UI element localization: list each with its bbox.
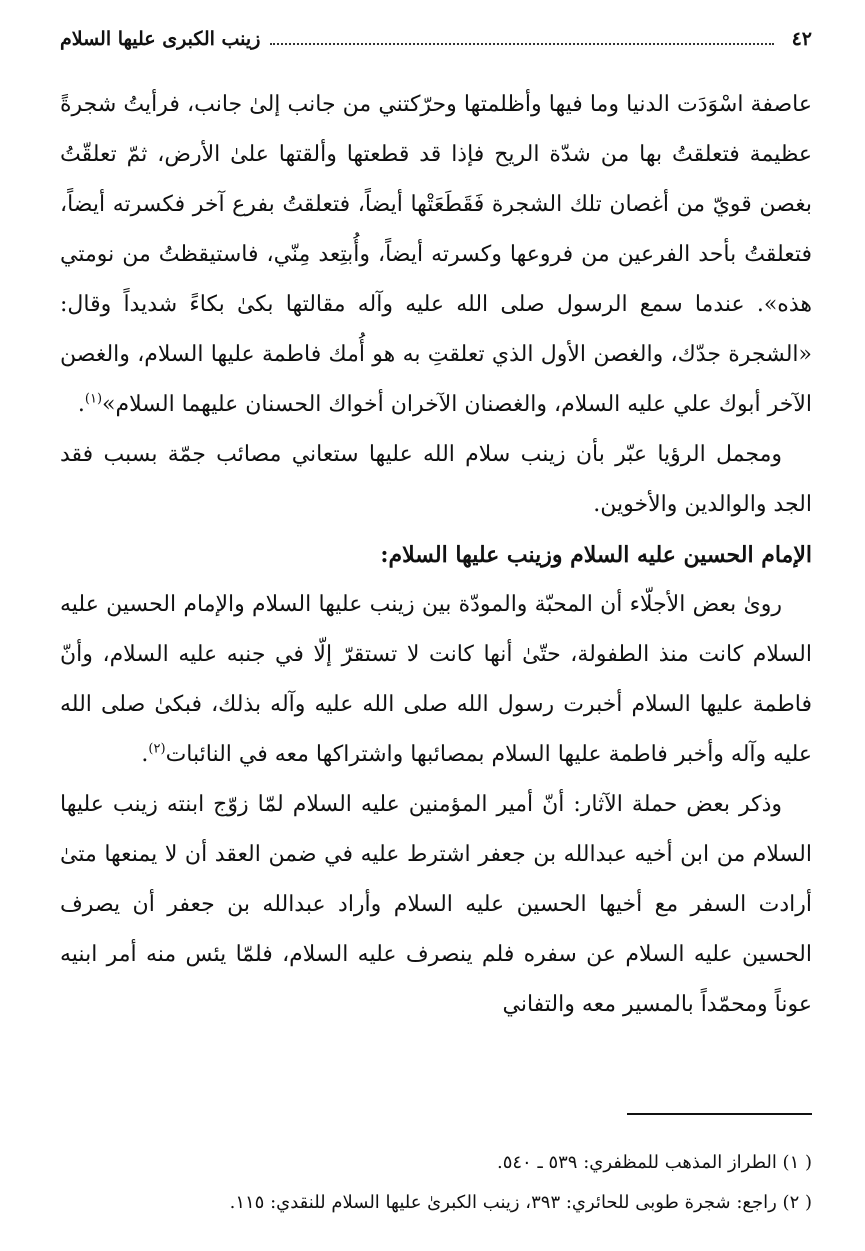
paragraph-1 [60, 80, 812, 430]
footnote-1: ( ١) الطراز المذهب للمظفري: ٥٣٩ ـ ٥٤٠. [496, 1152, 812, 1173]
body-text [60, 80, 812, 1030]
running-header [60, 28, 812, 64]
footnotes [60, 1143, 812, 1223]
footnote-ref-2: (٢) [148, 741, 166, 757]
paragraph-4: وذكر بعض حملة الآثار: أنّ أمير المؤمنين عليه السلام لمّا زوّج ابنته زينب عليها السلام من ابن أخيه عبدالله بن جعفر اشترط عليه في ضمن العقد أن لا يمنعها متىٰ أرادت السفر مع أخيها الحسين عليه السلام وأراد عبدالله بن جعفر أن يصرف الحسين عليه السلام عن سفره فلم ينصرف عليه السلام، فلمّا يئس منه أمر ابنيه عوناً ومحمّداً بالمسير معه والتفاني [60, 792, 812, 1017]
footnote-separator [627, 1113, 812, 1115]
page-number: ٤٢ [791, 28, 812, 50]
footnote-2: ( ٢) راجع: شجرة طوبى للحائري: ٣٩٣، زينب الكبرىٰ عليها السلام للنقدي: ١١٥. [229, 1192, 812, 1213]
paragraph-1-end: . [77, 392, 85, 417]
paragraph-1-text: عاصفة اسْوَدَت الدنيا وما فيها وأظلمتها وحرّكتني من جانب إلىٰ جانب، فرأيتُ شجرةً عظيمة فتعلقتُ بها من شدّة الريح فإذا قد قطعتها وألقتها علىٰ الأرض، ثمّ تعلقّتُ بغصن قويّ من أغصان تلك الشجرة فَقَطَعَتْها أيضاً، فتعلقتُ بفرع آخر فكسرته أيضاً، فتعلقتُ بأحد الفرعين من فروعها وكسرته أيضاً، وأُبتِعد مِنّي، فاستيقظتُ من نومتي هذه». عندما سمع الرسول صلى الله عليه وآله مقالتها بكىٰ بكاءً شديداً وقال: «الشجرة جدّك، والغصن الأول الذي تعلقتِ به هو أُمك فاطمة عليها السلام، والغصن الآخر أبوك علي عليه السلام، والغصنان الآخران أخواك الحسنان عليهما السلام» [60, 92, 812, 417]
document-page [60, 28, 812, 1213]
paragraph-2: ومجمل الرؤيا عبّر بأن زينب سلام الله عليها ستعاني مصائب جمّة بسبب فقد الجد والوالدين والأخوين. [60, 442, 812, 517]
paragraph-3-text: روىٰ بعض الأجلّاء أن المحبّة والمودّة بين زينب عليها السلام والإمام الحسين عليه السلام كانت منذ الطفولة، حتّىٰ أنها كانت لا تستقرّ إلّا في جنبه عليه السلام، وأنّ فاطمة عليها السلام أخبرت رسول الله صلى الله عليه وآله بذلك، فبكىٰ صلى الله عليه وآله وأخبر فاطمة عليها السلام بمصائبها واشتراكها معه في النائبات [60, 592, 812, 767]
paragraph-3-end: . [141, 742, 149, 767]
running-title: زينب الكبرى عليها السلام [60, 28, 261, 50]
section-heading: الإمام الحسين عليه السلام وزينب عليها السلام: [380, 542, 812, 568]
paragraph-3 [60, 580, 812, 780]
footnote-ref-1: (١) [84, 391, 103, 407]
header-dotted-leader [270, 43, 773, 45]
